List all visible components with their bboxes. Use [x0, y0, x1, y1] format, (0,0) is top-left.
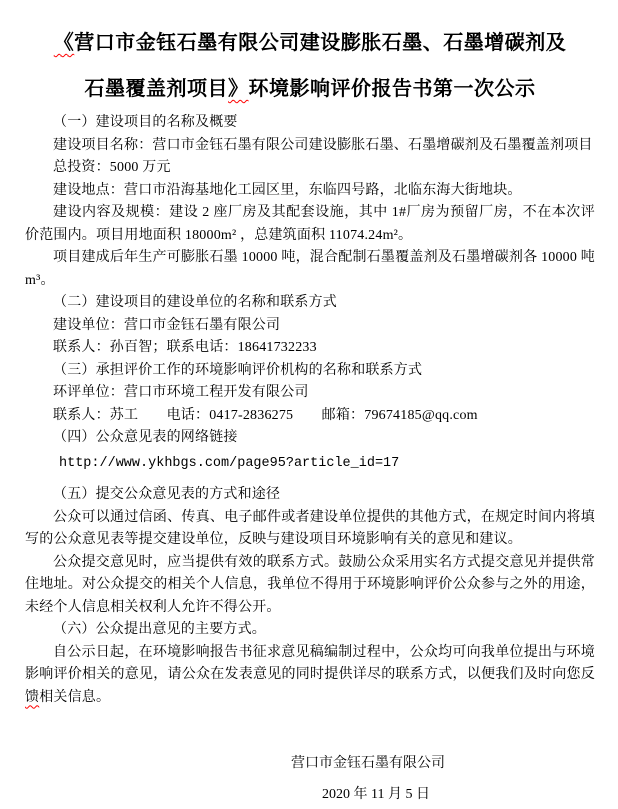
paragraph-construction-unit: 建设单位：营口市金钰石墨有限公司 [53, 317, 281, 333]
feedback-text-end: 相关信息。 [39, 689, 111, 705]
section-heading-2: （二）建设项目的建设单位的名称和联系方式 [53, 295, 337, 310]
paragraph-eia-contact: 联系人：苏工 电话：0417-2836275 邮箱：79674185@qq.com [53, 407, 478, 423]
title-line-1 [25, 20, 595, 66]
section-heading-1: （一）建设项目的名称及概要 [53, 115, 238, 130]
title-line-2 [25, 66, 595, 112]
signature-date: 2020 年 11 月 5 日 [322, 786, 430, 802]
spellcheck-squiggle: 》 [228, 78, 249, 100]
title-line-2-text-start: 石墨覆盖剂项目 [84, 78, 228, 100]
paragraph-privacy-notice: 公众提交意见时，应当提供有效的联系方式。鼓励公众采用实名方式提交意见并提供常住地址。对公众提交的相关个人信息，我单位不得用于环境影响评价公众参与之外的用途，未经个人信息相关权利人允许不得公开。 [25, 554, 595, 615]
section-heading-3: （三）承担评价工作的环境影响评价机构的名称和联系方式 [53, 362, 423, 378]
signature-block [25, 753, 595, 806]
paragraph-total-investment: 总投资：5000 万元 [53, 160, 171, 175]
paragraph-unit-contact: 联系人：孙百智；联系电话：18641732233 [53, 340, 317, 355]
section-heading-6: （六）公众提出意见的主要方式。 [53, 622, 266, 637]
title-line-2-text-end: 环境影响评价报告书第一次公示 [248, 78, 536, 100]
feedback-text-start: 自公示日起，在环境影响报告书征求意见稿编制过程中，公众均可向我单位提出与环境影响评价相关的意见，请公众在发表意见的同时提供详尽的联系方式，以便我们及时向您反 [25, 644, 595, 682]
title-line-1-text: 营口市金钰石墨有限公司建设膨胀石墨、石墨增碳剂及 [74, 32, 567, 54]
spellcheck-squiggle: 《 [53, 32, 75, 54]
paragraph-feedback-notice [25, 642, 595, 710]
paragraph-construction-site: 建设地点：营口市沿海基地化工园区里，东临四号路，北临东海大街地块。 [53, 182, 522, 198]
paragraph-construction-scale: 建设内容及规模：建设 2 座厂房及其配套设施，其中 1#厂房为预留厂房，不在本次评价范围内。项目用地面积 18000m² ，总建筑面积 11074.24m²。 [25, 205, 595, 243]
paragraph-project-name: 建设项目名称：营口市金钰石墨有限公司建设膨胀石墨、石墨增碳剂及石墨覆盖剂项目 [53, 137, 593, 153]
section-heading-5: （五）提交公众意见表的方式和途径 [53, 487, 281, 502]
public-comment-form-url: http://www.ykhbgs.com/page95?article_id=17 [59, 455, 400, 471]
spellcheck-squiggle: 馈 [25, 689, 40, 705]
section-heading-4: （四）公众意见表的网络链接 [53, 430, 238, 445]
paragraph-eia-unit: 环评单位：营口市环境工程开发有限公司 [53, 385, 309, 400]
signature-company: 营口市金钰石墨有限公司 [291, 756, 445, 771]
document-title [25, 20, 595, 112]
paragraph-production-capacity: 项目建成后年生产可膨胀石墨 10000 吨，混合配制石墨覆盖剂及石墨增碳剂各 10000 吨 m³。 [25, 250, 595, 288]
paragraph-submission-methods: 公众可以通过信函、传真、电子邮件或者建设单位提供的其他方式，在规定时间内将填写的公众意见表等提交建设单位，反映与建设项目环境影响有关的意见和建议。 [25, 509, 595, 547]
